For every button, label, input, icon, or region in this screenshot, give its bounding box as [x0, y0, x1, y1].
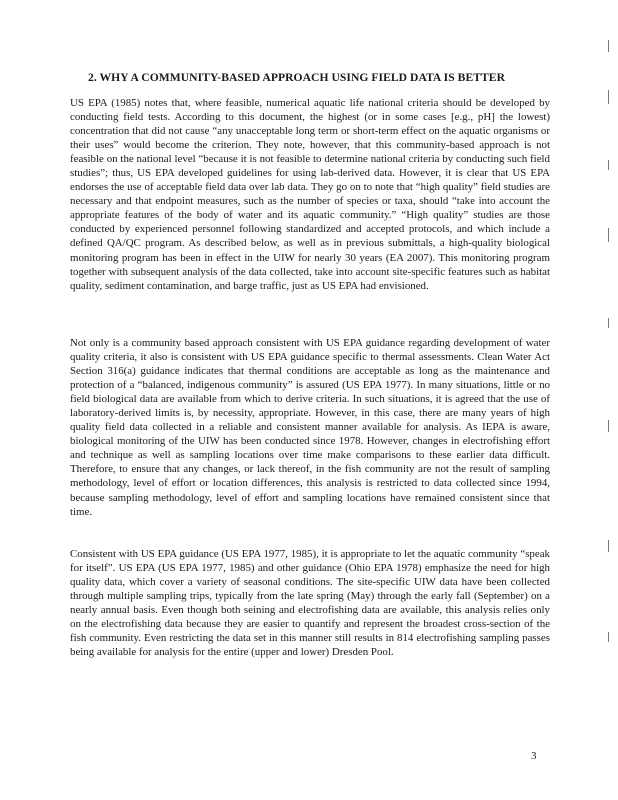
scan-edge-mark	[608, 540, 609, 552]
scan-edge-mark	[608, 632, 609, 642]
scan-edge-mark	[608, 90, 609, 104]
scan-edge-mark	[608, 40, 609, 52]
section-heading: 2. WHY A COMMUNITY-BASED APPROACH USING FIELD DATA IS BETTER	[88, 71, 506, 84]
scan-edge-mark	[608, 420, 609, 432]
paragraph-1: US EPA (1985) notes that, where feasible, numerical aquatic life national criteria should be developed by conducting field tests. According to this document, the highest (or in some cases [e.g., pH] the lowest) concentration that did not cause “any unacceptable long term or short-term effect on the aquatic organisms or their uses” would become the criterion. They note, however, that this community-based approach is not feasible on the national level “because it is not feasible to determine national criteria by conducting such field studies”; thus, US EPA developed guidelines for using lab-derived data. However, it is clear that US EPA endorses the use of acceptable field data over lab data. They go on to note that “high quality” field studies are necessary and that endpoint measures, such as the number of species or taxa, should “take into account the appropriate features of the body of water and its aquatic community.” “High quality” studies are those conducted by experienced personnel following standardized and accepted protocols, and which include a defined QA/QC program. As described below, as well as in previous submittals, a high-quality biological monitoring program has been in effect in the UIW for nearly 30 years (EA 2007). This monitoring program together with subsequent analysis of the data collected, take into account site-specific features such as habitat quality, sediment contamination, and barge traffic, just as US EPA had envisioned.	[70, 97, 550, 292]
scan-edge-mark	[608, 318, 609, 328]
page-number: 3	[531, 750, 537, 762]
paragraph-2: Not only is a community based approach consistent with US EPA guidance regarding development of water quality criteria, it also is consistent with US EPA guidance specific to thermal assessments. Clean Water Act Section 316(a) guidance indicates that thermal conditions are acceptable as long as the maintenance and protection of a “balanced, indigenous community” is assured (US EPA 1977). In many situations, little or no field biological data are available from which to derive criteria. In such situations, it is agreed that the use of laboratory-derived limits is, by necessity, appropriate. However, in this case, there are many years of high quality field data collected in a reliable and consistent manner available for analysis. As IEPA is aware, biological monitoring of the UIW has been conducted since 1978. However, changes in electrofishing effort and technique as well as sampling locations over time make comparisons to these earlier data difficult. Therefore, to ensure that any changes, or lack thereof, in the fish community are not the result of sampling methodology, level of effort or location differences, this analysis is restricted to data collected since 1994, because sampling methodology, level of effort and sampling locations have remained consistent since that time.	[70, 337, 550, 518]
paragraph-3: Consistent with US EPA guidance (US EPA 1977, 1985), it is appropriate to let the aquatic community “speak for itself”. US EPA (US EPA 1977, 1985) and other guidance (Ohio EPA 1978) emphasize the need for high quality data, which cover a variety of seasonal conditions. The site-specific UIW data have been collected through multiple sampling trips, typically from the late spring (May) through the early fall (September) on a nearly annual basis. Even though both seining and electrofishing data are available, this analysis relies only on the electrofishing data because they are easier to quantify and represent the broadest cross-section of the fish community. Even restricting the data set in this manner still results in 814 electrofishing sampling passes being available for analysis for the entire (upper and lower) Dresden Pool.	[70, 548, 550, 659]
scan-edge-mark	[608, 228, 609, 242]
scan-edge-mark	[608, 160, 609, 170]
